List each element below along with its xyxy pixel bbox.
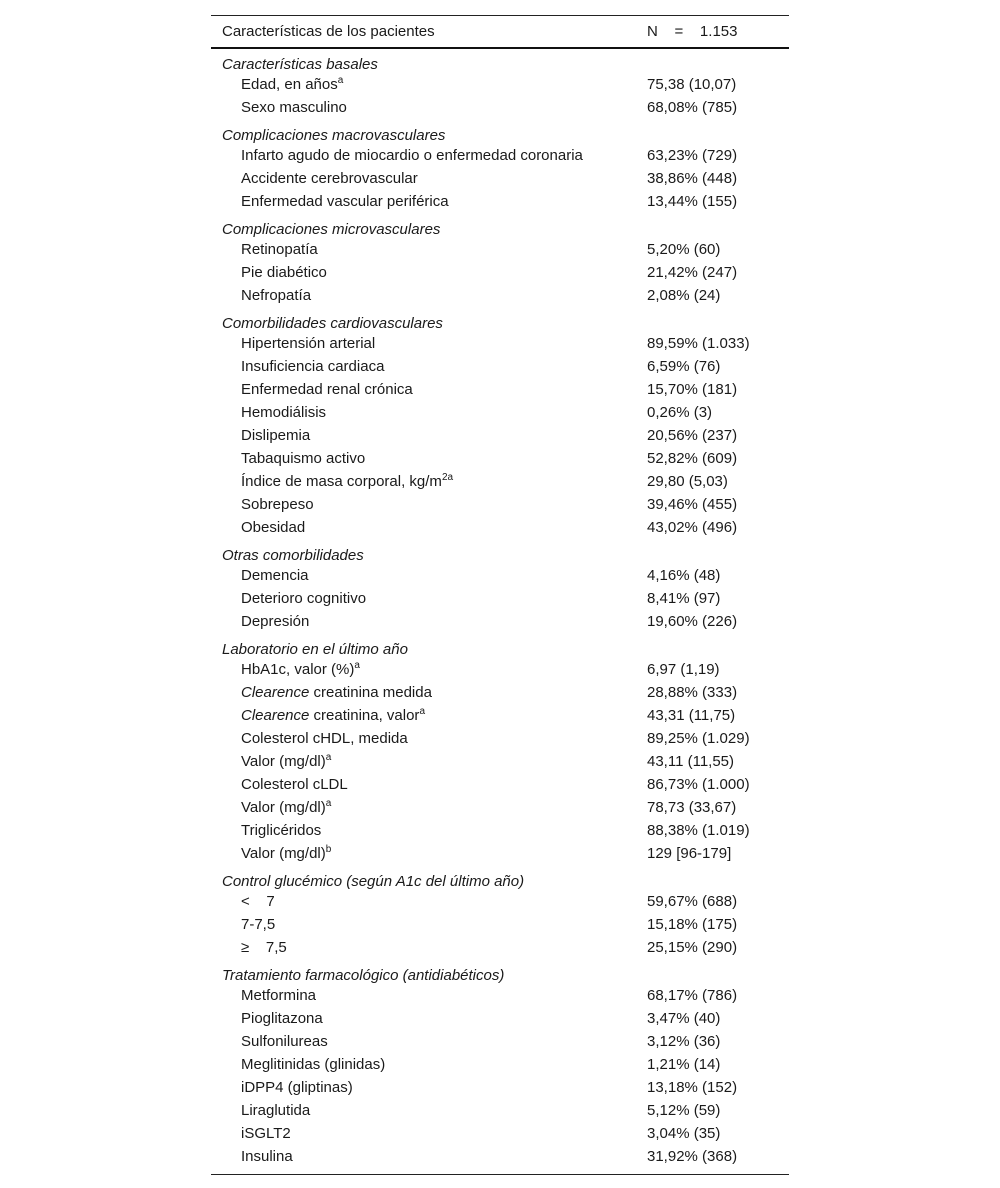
row-label-text: Meglitinidas (glinidas) bbox=[241, 1056, 386, 1073]
table-row bbox=[211, 284, 789, 307]
row-label bbox=[211, 1079, 647, 1096]
table-row bbox=[211, 424, 789, 447]
row-label bbox=[211, 613, 647, 630]
row-label-text: Pioglitazona bbox=[241, 1010, 323, 1027]
table-row bbox=[211, 73, 789, 96]
footnote-marker: 2a bbox=[441, 472, 454, 483]
row-label-text: Sulfonilureas bbox=[241, 1033, 328, 1050]
table-row bbox=[211, 1122, 789, 1145]
row-label bbox=[211, 987, 647, 1004]
italic-term: Clearence bbox=[241, 684, 310, 701]
table-row bbox=[211, 167, 789, 190]
header-characteristics: Características de los pacientes bbox=[222, 23, 435, 40]
row-label-text: Insulina bbox=[241, 1148, 293, 1165]
table-row bbox=[211, 750, 789, 773]
row-value: 89,25% (1.029) bbox=[647, 730, 750, 747]
row-label bbox=[211, 590, 647, 607]
row-label bbox=[211, 1125, 647, 1142]
row-value: 52,82% (609) bbox=[647, 450, 738, 467]
table-row bbox=[211, 190, 789, 213]
row-label-text: Tabaquismo activo bbox=[241, 450, 366, 467]
table-row bbox=[211, 144, 789, 167]
row-label-text: Deterioro cognitivo bbox=[241, 590, 367, 607]
table-row bbox=[211, 587, 789, 610]
row-label-text: Demencia bbox=[241, 567, 309, 584]
row-value: 8,41% (97) bbox=[647, 590, 721, 607]
row-value: 39,46% (455) bbox=[647, 496, 738, 513]
row-label bbox=[211, 684, 647, 701]
row-label-text: Hemodiálisis bbox=[241, 404, 327, 421]
row-label-text: iDPP4 (gliptinas) bbox=[241, 1079, 353, 1096]
table-row bbox=[211, 238, 789, 261]
table-row bbox=[211, 936, 789, 959]
section-header: Laboratorio en el último año bbox=[222, 641, 408, 658]
table-row bbox=[211, 773, 789, 796]
row-value: 59,67% (688) bbox=[647, 893, 738, 910]
row-label bbox=[211, 893, 647, 910]
row-label-text: Depresión bbox=[241, 613, 310, 630]
row-value: 0,26% (3) bbox=[647, 404, 713, 421]
row-value: 13,18% (152) bbox=[647, 1079, 738, 1096]
table-row bbox=[211, 516, 789, 539]
row-value: 2,08% (24) bbox=[647, 287, 721, 304]
footnote-marker: a bbox=[354, 660, 360, 671]
section-header: Características basales bbox=[222, 56, 378, 73]
row-label bbox=[211, 99, 647, 116]
row-value: 5,20% (60) bbox=[647, 241, 721, 258]
table-row bbox=[211, 704, 789, 727]
row-label-text: Valor (mg/dl) bbox=[241, 799, 326, 816]
table-row bbox=[211, 1007, 789, 1030]
row-label-text: Accidente cerebrovascular bbox=[241, 170, 418, 187]
row-label-text: Obesidad bbox=[241, 519, 306, 536]
section-header: Complicaciones macrovasculares bbox=[222, 127, 446, 144]
row-value: 86,73% (1.000) bbox=[647, 776, 750, 793]
row-label bbox=[211, 707, 647, 724]
row-value: 6,59% (76) bbox=[647, 358, 721, 375]
row-label-text: Sexo masculino bbox=[241, 99, 347, 116]
row-value: 68,17% (786) bbox=[647, 987, 738, 1004]
row-value: 43,11 (11,55) bbox=[647, 753, 735, 770]
row-label-text: Infarto agudo de miocardio o enfermedad coronaria bbox=[241, 147, 583, 164]
table-row bbox=[211, 796, 789, 819]
row-value: 88,38% (1.019) bbox=[647, 822, 750, 839]
row-label-text: HbA1c, valor (%) bbox=[241, 661, 355, 678]
footnote-marker: a bbox=[419, 706, 425, 717]
row-value: 31,92% (368) bbox=[647, 1148, 738, 1165]
row-label bbox=[211, 335, 647, 352]
table-row bbox=[211, 890, 789, 913]
row-label bbox=[211, 264, 647, 281]
row-value: 129 [96-179] bbox=[647, 845, 732, 862]
row-label bbox=[211, 661, 647, 678]
row-label-text: Insuficiencia cardiaca bbox=[241, 358, 385, 375]
table-row bbox=[211, 913, 789, 936]
row-label-text: creatinina medida bbox=[309, 684, 432, 701]
row-label-text: Nefropatía bbox=[241, 287, 312, 304]
table-row bbox=[211, 842, 789, 865]
row-label-text: Pie diabético bbox=[241, 264, 327, 281]
table-row bbox=[211, 564, 789, 587]
row-label-text: Triglicéridos bbox=[241, 822, 322, 839]
row-value: 21,42% (247) bbox=[647, 264, 738, 281]
row-label-text: ≥ 7,5 bbox=[241, 939, 287, 956]
row-value: 28,88% (333) bbox=[647, 684, 738, 701]
table-row bbox=[211, 984, 789, 1007]
row-label bbox=[211, 1033, 647, 1050]
row-value: 4,16% (48) bbox=[647, 567, 721, 584]
row-value: 20,56% (237) bbox=[647, 427, 738, 444]
row-label bbox=[211, 427, 647, 444]
row-value: 43,31 (11,75) bbox=[647, 707, 736, 724]
row-value: 3,47% (40) bbox=[647, 1010, 721, 1027]
row-label bbox=[211, 76, 647, 93]
footnote-marker: a bbox=[325, 798, 332, 809]
row-label-text: iSGLT2 bbox=[241, 1125, 291, 1142]
table-row bbox=[211, 332, 789, 355]
row-label bbox=[211, 287, 647, 304]
row-label-text: Índice de masa corporal, kg/m bbox=[241, 473, 442, 490]
row-label bbox=[211, 1148, 647, 1165]
row-label-text: Valor (mg/dl) bbox=[241, 753, 326, 770]
table-row bbox=[211, 401, 789, 424]
row-label bbox=[211, 753, 647, 770]
row-label bbox=[211, 567, 647, 584]
footnote-marker: a bbox=[337, 75, 344, 86]
table-row bbox=[211, 727, 789, 750]
row-label bbox=[211, 147, 647, 164]
table-header bbox=[211, 16, 789, 49]
row-label-text: Sobrepeso bbox=[241, 496, 314, 513]
row-label-text: Valor (mg/dl) bbox=[241, 845, 326, 862]
row-label bbox=[211, 473, 647, 490]
row-value: 15,70% (181) bbox=[647, 381, 738, 398]
table-row bbox=[211, 1030, 789, 1053]
section-header: Comorbilidades cardiovasculares bbox=[222, 315, 443, 332]
table-row bbox=[211, 1099, 789, 1122]
row-value: 3,04% (35) bbox=[647, 1125, 721, 1142]
header-n-total: N = 1.153 bbox=[647, 23, 738, 40]
row-label bbox=[211, 776, 647, 793]
row-label-text: Enfermedad vascular periférica bbox=[241, 193, 449, 210]
section-header: Control glucémico (según A1c del último año) bbox=[222, 873, 525, 890]
section-header: Complicaciones microvasculares bbox=[222, 221, 441, 238]
table-row bbox=[211, 96, 789, 119]
footnote-marker: b bbox=[325, 844, 332, 855]
row-label bbox=[211, 730, 647, 747]
row-label bbox=[211, 916, 647, 933]
row-value: 15,18% (175) bbox=[647, 916, 738, 933]
row-value: 6,97 (1,19) bbox=[647, 661, 720, 678]
section-header: Tratamiento farmacológico (antidiabéticos) bbox=[222, 967, 505, 984]
row-label bbox=[211, 241, 647, 258]
row-label bbox=[211, 1102, 647, 1119]
row-value: 68,08% (785) bbox=[647, 99, 738, 116]
row-label-text: < 7 bbox=[241, 893, 275, 910]
row-value: 29,80 (5,03) bbox=[647, 473, 728, 490]
row-label-text: Dislipemia bbox=[241, 427, 311, 444]
row-label-text: creatinina, valor bbox=[309, 707, 420, 724]
row-value: 5,12% (59) bbox=[647, 1102, 721, 1119]
row-label-text: Edad, en años bbox=[241, 76, 338, 93]
row-value: 89,59% (1.033) bbox=[647, 335, 750, 352]
row-value: 3,12% (36) bbox=[647, 1033, 721, 1050]
table-row bbox=[211, 447, 789, 470]
row-value: 63,23% (729) bbox=[647, 147, 738, 164]
table-row bbox=[211, 261, 789, 284]
table-row bbox=[211, 610, 789, 633]
row-label bbox=[211, 381, 647, 398]
table-row bbox=[211, 1076, 789, 1099]
row-label bbox=[211, 193, 647, 210]
table-row bbox=[211, 681, 789, 704]
row-label bbox=[211, 404, 647, 421]
row-value: 19,60% (226) bbox=[647, 613, 738, 630]
row-label bbox=[211, 939, 647, 956]
row-label bbox=[211, 1010, 647, 1027]
row-value: 1,21% (14) bbox=[647, 1056, 721, 1073]
row-label bbox=[211, 799, 647, 816]
row-value: 75,38 (10,07) bbox=[647, 76, 737, 93]
row-label bbox=[211, 170, 647, 187]
table-row bbox=[211, 378, 789, 401]
row-label bbox=[211, 845, 647, 862]
row-value: 25,15% (290) bbox=[647, 939, 738, 956]
row-label-text: Liraglutida bbox=[241, 1102, 311, 1119]
table-row bbox=[211, 493, 789, 516]
row-label-text: 7-7,5 bbox=[241, 916, 276, 933]
table-row bbox=[211, 1053, 789, 1076]
table-row bbox=[211, 1145, 789, 1168]
row-label bbox=[211, 450, 647, 467]
row-value: 78,73 (33,67) bbox=[647, 799, 737, 816]
row-value: 38,86% (448) bbox=[647, 170, 738, 187]
row-label bbox=[211, 496, 647, 513]
table-row bbox=[211, 819, 789, 842]
table-body bbox=[211, 49, 789, 1174]
row-label bbox=[211, 1056, 647, 1073]
row-label-text: Retinopatía bbox=[241, 241, 318, 258]
patient-characteristics-table bbox=[211, 15, 789, 1175]
row-label-text: Colesterol cHDL, medida bbox=[241, 730, 408, 747]
row-label bbox=[211, 358, 647, 375]
row-label bbox=[211, 519, 647, 536]
row-label-text: Enfermedad renal crónica bbox=[241, 381, 413, 398]
table-row bbox=[211, 470, 789, 493]
row-value: 43,02% (496) bbox=[647, 519, 738, 536]
footnote-marker: a bbox=[325, 752, 332, 763]
row-label-text: Hipertensión arterial bbox=[241, 335, 376, 352]
row-value: 13,44% (155) bbox=[647, 193, 738, 210]
row-label-text: Metformina bbox=[241, 987, 317, 1004]
table-row bbox=[211, 658, 789, 681]
table-row bbox=[211, 355, 789, 378]
section-header: Otras comorbilidades bbox=[222, 547, 364, 564]
row-label-text: Colesterol cLDL bbox=[241, 776, 348, 793]
row-label bbox=[211, 822, 647, 839]
italic-term: Clearence bbox=[241, 707, 310, 724]
